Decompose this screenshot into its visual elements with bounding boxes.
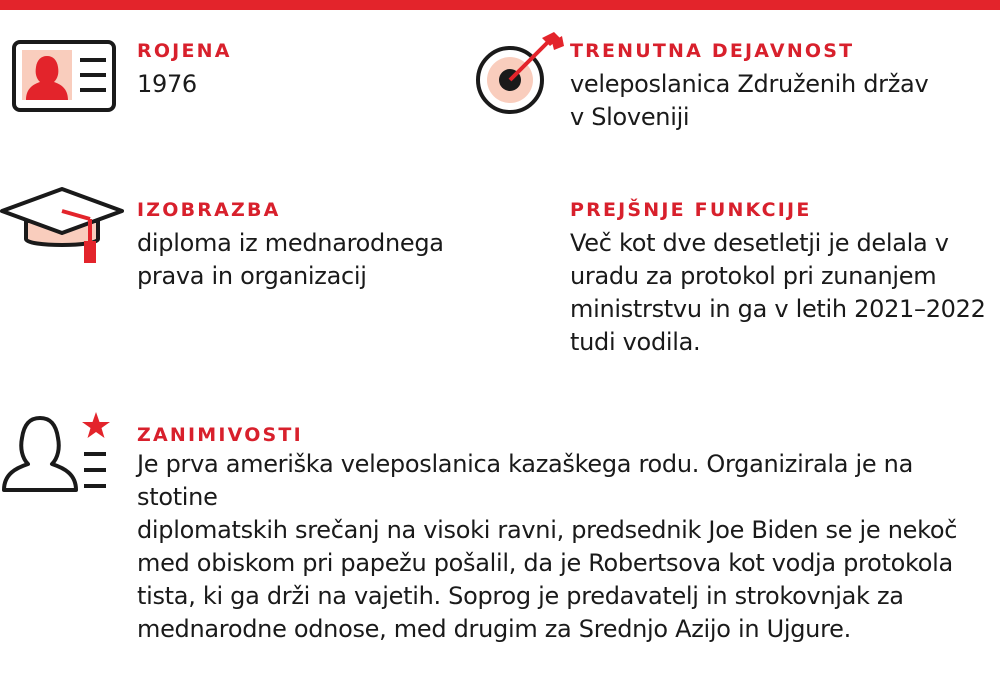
previous-line: ministrstvu in ga v letih 2021–2022 — [570, 295, 986, 323]
previous-block — [570, 199, 986, 359]
graduation-cap-icon — [0, 185, 124, 267]
previous-label: PREJŠNJE FUNKCIJE — [570, 199, 812, 221]
education-line: diploma iz mednarodnega — [137, 229, 444, 257]
trivia-line: mednarodne odnose, med drugim za Srednjo Azijo in Ujgure. — [137, 615, 851, 643]
previous-line: Več kot dve desetletji je delala v — [570, 229, 949, 257]
current-block — [570, 40, 928, 134]
education-block — [137, 199, 444, 293]
trivia-line: tista, ki ga drži na vajetih. Soprog je predavatelj in strokovnjak za — [137, 582, 904, 610]
current-value — [570, 68, 928, 134]
trivia-line: med obiskom pri papežu pošalil, da je Robertsova kot vodja protokola — [137, 549, 953, 577]
current-label: TRENUTNA DEJAVNOST — [570, 40, 855, 62]
education-label: IZOBRAZBA — [137, 199, 281, 221]
id-card-icon — [12, 40, 116, 112]
trivia-line: Je prva ameriška veleposlanica kazaškega rodu. Organizirala je na stotine — [137, 450, 914, 511]
previous-value — [570, 227, 986, 359]
trivia-line: diplomatskih srečanj na visoki ravni, predsednik Joe Biden se je nekoč — [137, 516, 958, 544]
previous-line: uradu za protokol pri zunanjem — [570, 262, 937, 290]
born-label: ROJENA — [137, 40, 232, 62]
current-line: veleposlanica Združenih držav — [570, 70, 929, 98]
person-star-icon — [0, 408, 112, 492]
current-line: v Sloveniji — [570, 103, 690, 131]
education-line: prava in organizacij — [137, 262, 367, 290]
previous-line: tudi vodila. — [570, 328, 701, 356]
education-value — [137, 227, 444, 293]
trivia-block — [137, 424, 1000, 646]
target-icon — [470, 28, 566, 116]
born-block — [137, 40, 232, 101]
top-accent-bar — [0, 0, 1000, 10]
trivia-label: ZANIMIVOSTI — [137, 424, 303, 446]
born-value: 1976 — [137, 70, 197, 98]
trivia-value — [137, 448, 1000, 646]
